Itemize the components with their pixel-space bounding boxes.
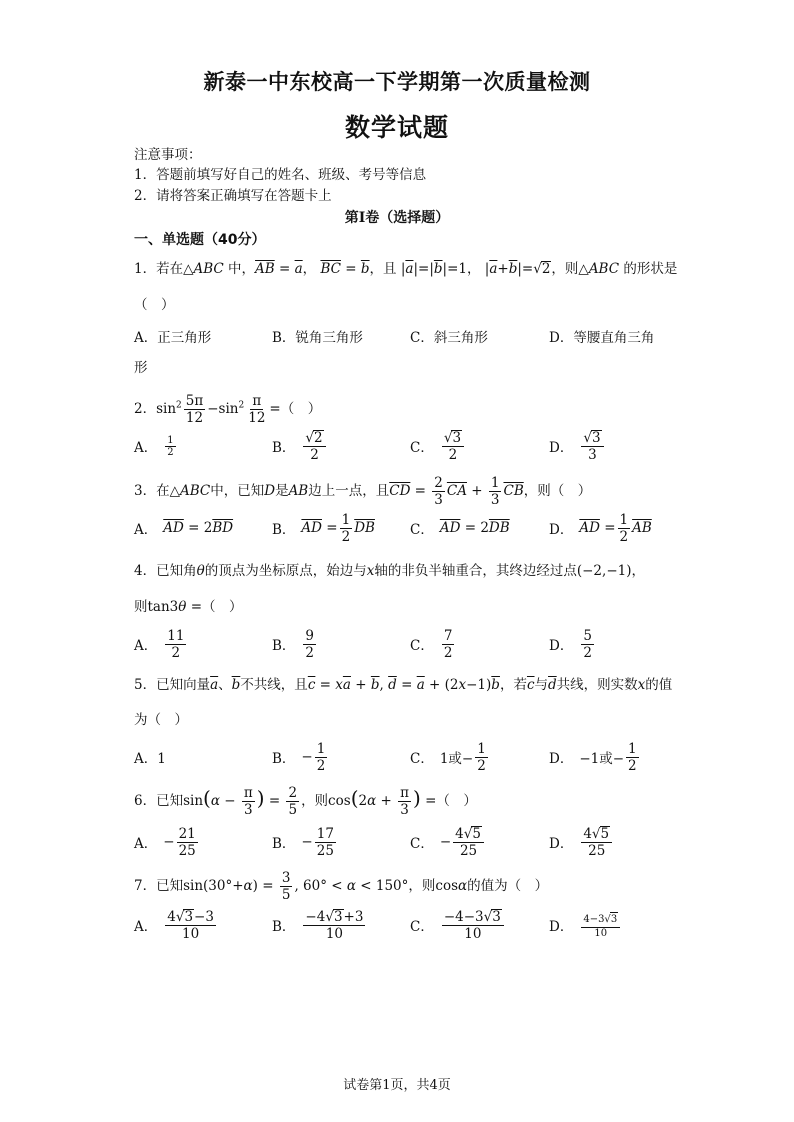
q5-option-b: B． − $\frac{1}{2}$ xyxy=(272,740,326,774)
question-4-stem-cont: 则tan3θ =（ ） xyxy=(134,599,243,615)
question-7-options xyxy=(134,905,674,945)
subject-title: 数学试题 xyxy=(344,113,449,142)
q4-option-a: A． $\frac{11}{2}$ xyxy=(134,627,185,661)
q6-option-c: C． − $\frac{4√5}{25}$ xyxy=(410,822,486,862)
q6-option-d: D． $\frac{4√5}{25}$ xyxy=(549,822,614,862)
q1-option-c: C．斜三角形 xyxy=(410,330,488,346)
q7-option-c: C． $\frac{-4-3√3}{10}$ xyxy=(410,905,506,945)
question-7-stem: 7．已知sin(30°+α) = $\frac{3}{5}$ , 60° < α < 150°，则cosα的值为（ ） xyxy=(134,870,549,903)
notice-heading: 注意事项： xyxy=(134,147,202,163)
q2-option-b: B． $\frac{√2}{2}$ xyxy=(272,426,328,466)
question-3-stem: 3．在△ABC中，已知D是AB边上一点，且$\overline{CD}$ = $\frac{2}{3}$ $\overline{CA}$ + $\frac{1}{3}$ $\overline{CB}$，则（ ） xyxy=(134,475,592,508)
question-4-options xyxy=(134,624,674,664)
question-1-paren: （ ） xyxy=(134,297,175,313)
q5-option-d: D． −1或− $\frac{1}{2}$ xyxy=(549,740,637,774)
section-title: 第Ⅰ卷（选择题） xyxy=(344,210,450,226)
exam-title: 新泰一中东校高一下学期第一次质量检测 xyxy=(203,70,591,94)
q3-option-c: C． $\overline{AD}$ = 2 $\overline{DB}$ xyxy=(410,520,510,538)
question-6-options xyxy=(134,822,674,862)
question-4-stem: 4．已知角θ的顶点为坐标原点，始边与x轴的非负半轴重合，其终边经过点(−2,−1)， xyxy=(134,563,645,579)
q4-option-b: B． $\frac{9}{2}$ xyxy=(272,627,315,661)
part-heading: 一、单选题（40分） xyxy=(134,232,266,248)
question-5-stem: 5．已知向量$\overline{a}$、$\overline{b}$不共线，且$\overline{c} = x\overline{a} + \overline{b}$, $\overline{d} = \overline{a} + (2x-1)\overline{b}$，若$\overline{c}$与$\overline{d}$共线，则实数x的值 xyxy=(134,677,673,693)
question-5-stem-cont: 为（ ） xyxy=(134,712,188,728)
question-3-options xyxy=(134,508,674,548)
question-5-options xyxy=(134,737,674,777)
q6-option-a: A． − $\frac{21}{25}$ xyxy=(134,825,196,859)
q1-option-a: A．正三角形 xyxy=(134,330,212,346)
question-2-stem: 2．$\sin^2$ $\frac{5\pi}{12}$ $-\sin^2$ $\frac{\pi}{12}$ =（ ） xyxy=(134,393,322,426)
question-1-options xyxy=(134,316,674,356)
q2-option-d: D． $\frac{√3}{3}$ xyxy=(549,426,606,466)
q2-option-a: A． $\frac{1}{2}$ xyxy=(134,434,174,458)
notice-item-2: 2．请将答案正确填写在答题卡上 xyxy=(134,188,332,204)
question-2-options xyxy=(134,426,674,466)
q1-option-d-wrap: 形 xyxy=(134,360,148,376)
q5-option-c: C． 1或− $\frac{1}{2}$ xyxy=(410,740,486,774)
q1-option-b: B．锐角三角形 xyxy=(272,330,363,346)
page-footer: 试卷第1页，共4页 xyxy=(343,1078,451,1093)
q3-option-d: D． $\overline{AD}$ = $\frac{1}{2}$ $\overline{AB}$ xyxy=(549,511,652,545)
q7-option-d: D． $\frac{4-3√3}{10}$ xyxy=(549,905,622,945)
q1-option-d: D．等腰直角三角 xyxy=(549,330,655,346)
question-1-stem: 1．若在△ABC 中，$\overline{AB} = \overline{a}$， $\overline{BC} = \overline{b}$，且 $|\overline{a}|=|\overline{b}|=1$， $|\overline{a}+\overline{b}|=√2$，则△ABC 的形状是 xyxy=(134,261,678,277)
q4-option-d: D． $\frac{5}{2}$ xyxy=(549,627,592,661)
q7-option-b: B． $\frac{-4√3+3}{10}$ xyxy=(272,908,364,942)
q6-option-b: B． − $\frac{17}{25}$ xyxy=(272,825,334,859)
notice-item-1: 1．答题前填写好自己的姓名、班级、考号等信息 xyxy=(134,167,427,183)
q7-option-a: A． $\frac{4√3-3}{10}$ xyxy=(134,908,214,942)
q3-option-b: B． $\overline{AD}$ = $\frac{1}{2}$ $\overline{DB}$ xyxy=(272,511,375,545)
q4-option-c: C． $\frac{7}{2}$ xyxy=(410,627,453,661)
q2-option-c: C． $\frac{√3}{2}$ xyxy=(410,426,466,466)
q3-option-a: A． $\overline{AD}$ = 2 $\overline{BD}$ xyxy=(134,520,234,538)
q5-option-a: A．1 xyxy=(134,751,166,767)
question-6-stem: 6．已知sin(α − $\frac{\pi}{3}$ ) = $\frac{2}{5}$ ，则cos(2α + $\frac{\pi}{3}$ ) =（ ） xyxy=(134,785,477,818)
